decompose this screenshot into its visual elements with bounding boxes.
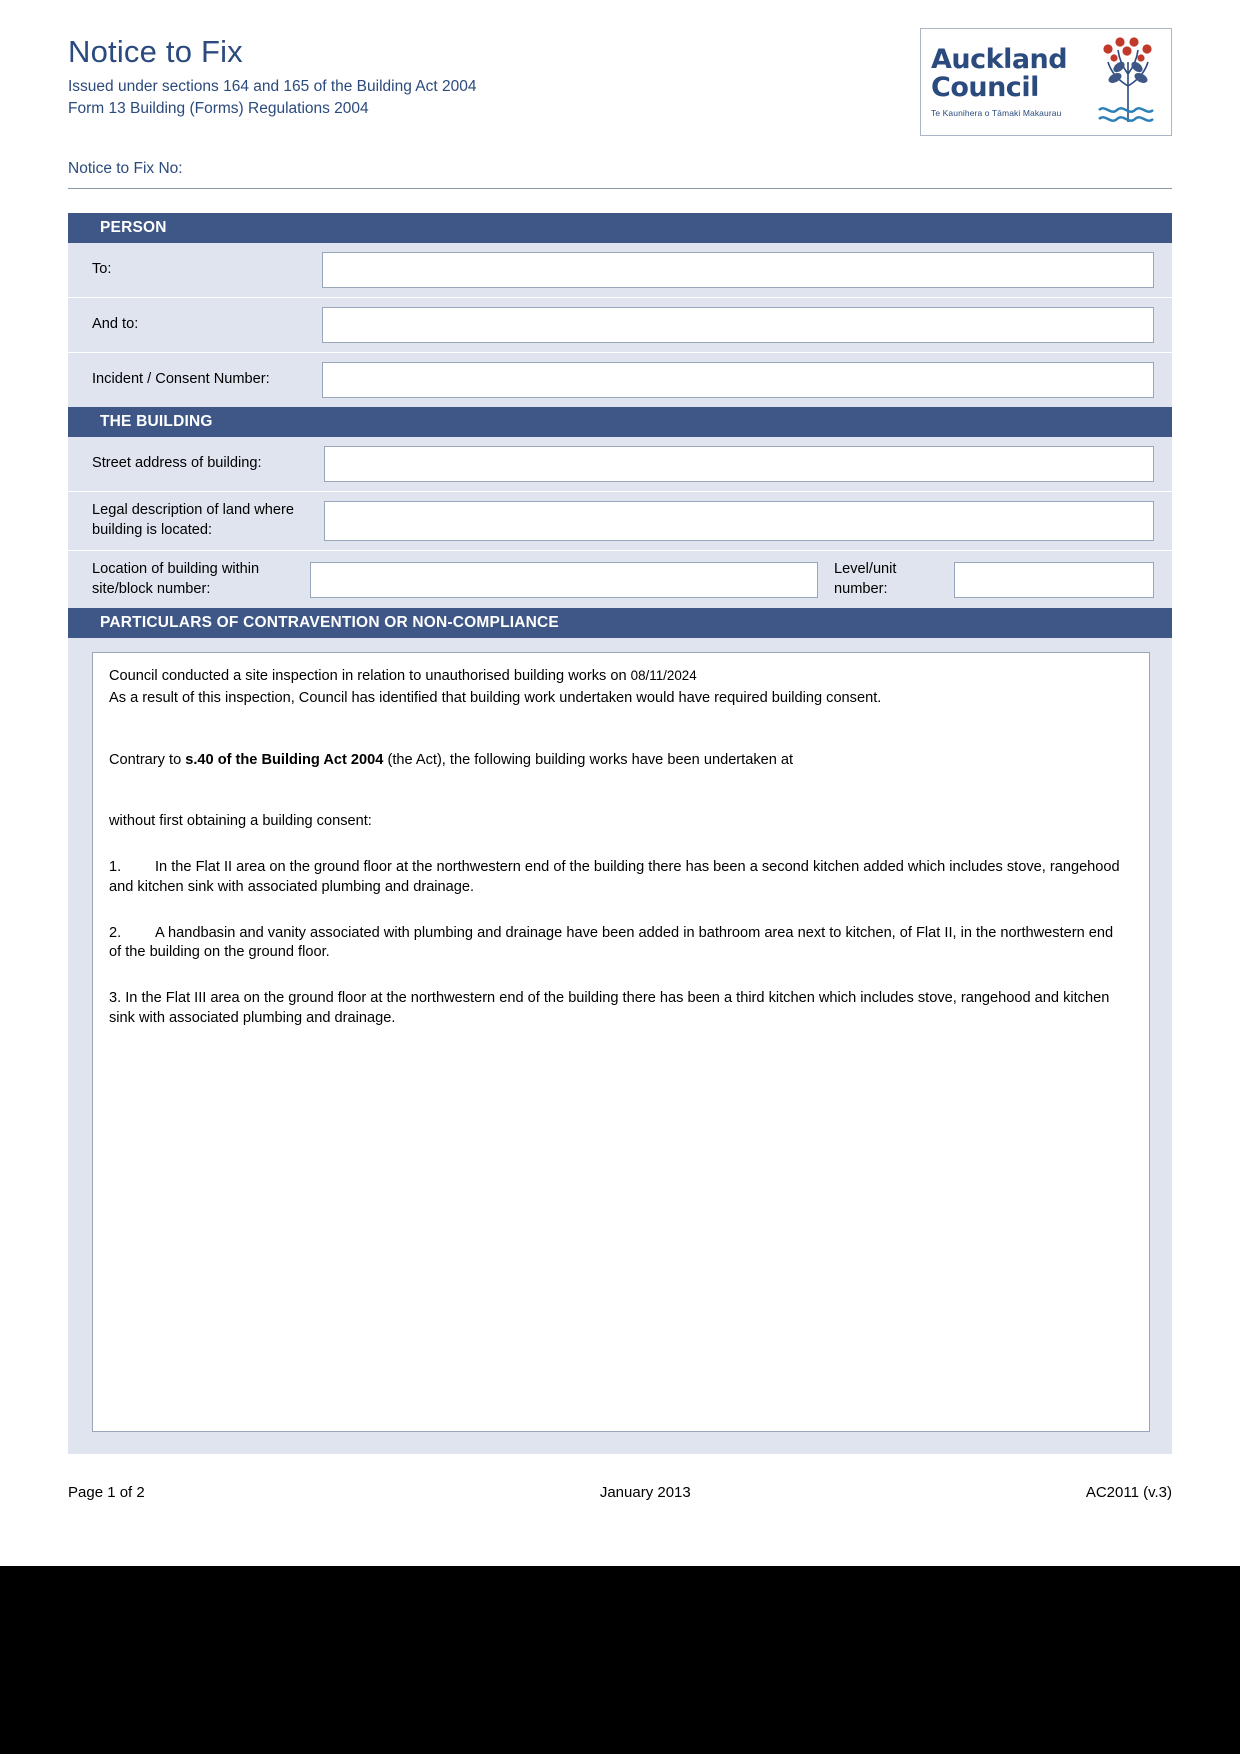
document-footer (68, 1454, 1172, 1501)
footer-form-code: AC2011 (v.3) (1085, 1484, 1172, 1502)
particulars-line1-text: Council conducted a site inspection in relation to unauthorised building works on (109, 668, 631, 685)
form-row-street-address (68, 437, 1172, 492)
input-street-address[interactable] (324, 446, 1154, 482)
input-location-within-site[interactable] (310, 562, 818, 598)
form-row-location-level (68, 551, 1172, 608)
footer-page-number: Page 1 of 2 (68, 1484, 145, 1502)
particulars-item-1-text: In the Flat II area on the ground floor at the northwestern end of the building there has been a second kitchen added which includes stove, rangehood and kitchen sink with associated plumbing and drainage. (109, 859, 1120, 895)
footer-date: January 2013 (599, 1484, 691, 1502)
notice-to-fix-number-label: Notice to Fix No: (68, 152, 1172, 189)
input-incident-consent-number[interactable] (322, 362, 1154, 398)
label-level-unit-number: Level/unit number: (834, 561, 897, 597)
section-band-building: THE BUILDING (68, 407, 1172, 437)
contrary-section-reference: s.40 of the Building Act 2004 (185, 751, 384, 768)
logo-line-council: Council (931, 72, 1039, 103)
input-level-unit-number[interactable] (954, 562, 1154, 598)
section-band-particulars: PARTICULARS OF CONTRAVENTION OR NON-COMPLIANCE (68, 608, 1172, 638)
particulars-line-result: As a result of this inspection, Council has identified that building work undertaken would have required building consent. (109, 690, 882, 707)
input-to[interactable] (322, 252, 1154, 288)
form-row-and-to (68, 298, 1172, 353)
particulars-textarea[interactable] (92, 652, 1150, 1432)
label-to: To: (92, 261, 112, 278)
contrary-suffix: (the Act), the following building works have been undertaken at (383, 751, 794, 768)
label-incident-consent-number: Incident / Consent Number: (92, 371, 270, 388)
particulars-item-2-text: A handbasin and vanity associated with plumbing and drainage have been added in bathroom area next to kitchen, of Flat II, in the northwestern end of the building on the ground floor. (109, 924, 1114, 961)
label-street-address: Street address of building: (92, 455, 262, 472)
particulars-line-without-consent: without first obtaining a building consent: (109, 813, 372, 830)
logo-maori-text: Te Kaunihera o Tāmaki Makaurau (931, 108, 1062, 119)
form-row-to (68, 243, 1172, 298)
particulars-item-3-number: 3. (109, 989, 122, 1006)
label-location-within-site: Location of building within site/block number: (92, 561, 260, 597)
document-header (68, 0, 1172, 152)
contrary-prefix: Contrary to (109, 751, 186, 768)
particulars-item-2 (109, 924, 1129, 963)
particulars-item-3-text: In the Flat III area on the ground floor at the northwestern end of the building there has been a third kitchen which includes stove, rangehood and kitchen sink with associated plumbing and drainage. (109, 989, 1110, 1026)
pohutukawa-logo-icon (1091, 34, 1165, 130)
section-person (68, 243, 1172, 407)
form-row-legal-description (68, 492, 1172, 551)
particulars-item-2-number: 2. (109, 924, 122, 941)
form-row-incident-consent-number (68, 353, 1172, 407)
page-title: Notice to Fix (68, 34, 243, 69)
particulars-inspection-date: 08/11/2024 (630, 668, 697, 684)
label-legal-description: Legal description of land where building is located: (92, 502, 295, 538)
label-and-to: And to: (92, 316, 139, 333)
logo-line-auckland: Auckland (931, 43, 1068, 75)
particulars-line-contrary (109, 751, 1129, 771)
bottom-black-band (0, 1566, 1240, 1754)
section-band-person: PERSON (68, 213, 1172, 243)
logo-text (931, 43, 1091, 119)
auckland-council-logo (920, 28, 1172, 136)
particulars-item-3 (109, 989, 1129, 1028)
header-subtitle-line2: Form 13 Building (Forms) Regulations 2004 (68, 100, 369, 118)
particulars-item-1 (109, 858, 1129, 897)
input-legal-description[interactable] (324, 501, 1154, 541)
section-particulars (68, 638, 1172, 1454)
header-subtitle-line1: Issued under sections 164 and 165 of the Building Act 2004 (68, 77, 477, 95)
particulars-item-1-number: 1. (109, 859, 122, 876)
particulars-line-inspection (109, 667, 1129, 687)
section-building (68, 437, 1172, 608)
input-and-to[interactable] (322, 307, 1154, 343)
